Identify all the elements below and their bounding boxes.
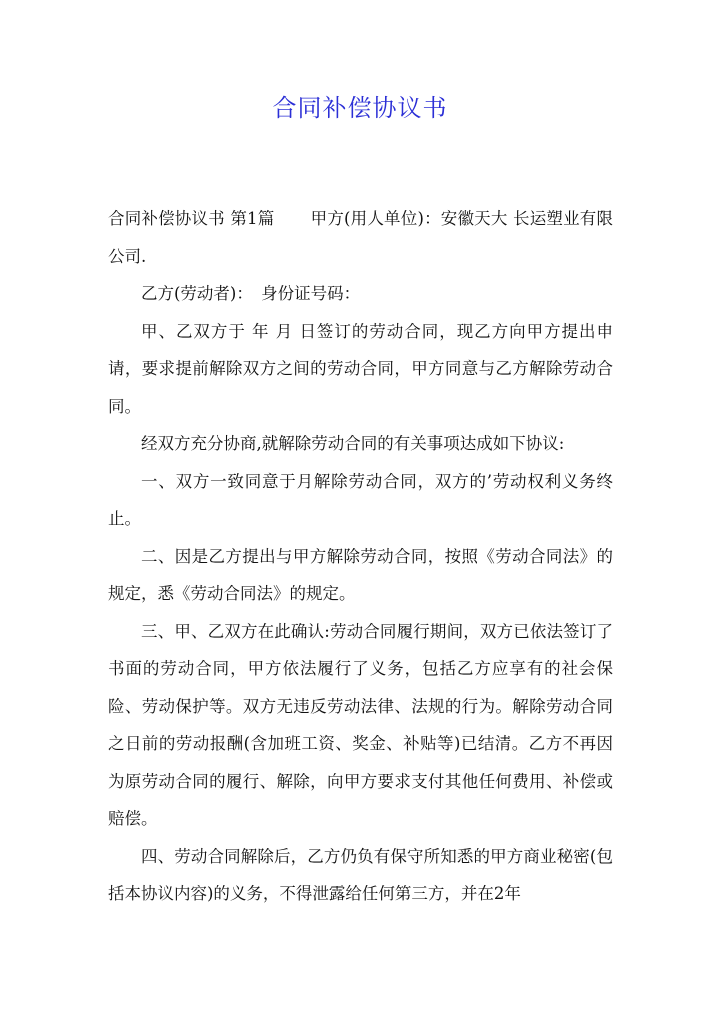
paragraph-clause-1: 一、双方一致同意于月解除劳动合同，双方的’劳动权利义务终止。 [108, 471, 613, 528]
section-heading: 合同补偿协议书 第1篇 [108, 209, 275, 228]
paragraph-party-b: 乙方(劳动者)： 身份证号码： [141, 284, 361, 303]
document-title: 合同补偿协议书 [272, 94, 448, 122]
paragraph-application: 甲、乙双方于 年 月 日签订的劳动合同，现乙方向甲方提出申请，要求提前解除双方之间的劳动合同，甲方同意与乙方解除劳动合同。 [108, 321, 613, 416]
party-a-line: 甲方(用人单位)：安徽天大 长运塑业有限公司. [108, 209, 613, 266]
document-body [108, 200, 613, 913]
paragraph-heading-party-a [108, 200, 613, 275]
paragraph-clause-2: 二、因是乙方提出与甲方解除劳动合同，按照《劳动合同法》的规定，悉《劳动合同法》的规定。 [108, 546, 613, 603]
paragraph-clause-3: 三、甲、乙双方在此确认:劳动合同履行期间，双方已依法签订了书面的劳动合同，甲方依法履行了义务，包括乙方应享有的社会保险、劳动保护等。双方无违反劳动法律、法规的行为。解除劳动合同之日前的劳动报酬(含加班工资、奖金、补贴等)已结清。乙方不再因为原劳动合同的履行、解除，向甲方要求支付其他任何费用、补偿或赔偿。 [108, 621, 613, 828]
paragraph-clause-4: 四、劳动合同解除后，乙方仍负有保守所知悉的甲方商业秘密(包括本协议内容)的义务，不得泄露给任何第三方，并在2年 [108, 846, 613, 903]
paragraph-agreement-intro: 经双方充分协商,就解除劳动合同的有关事项达成如下协议: [141, 434, 565, 453]
